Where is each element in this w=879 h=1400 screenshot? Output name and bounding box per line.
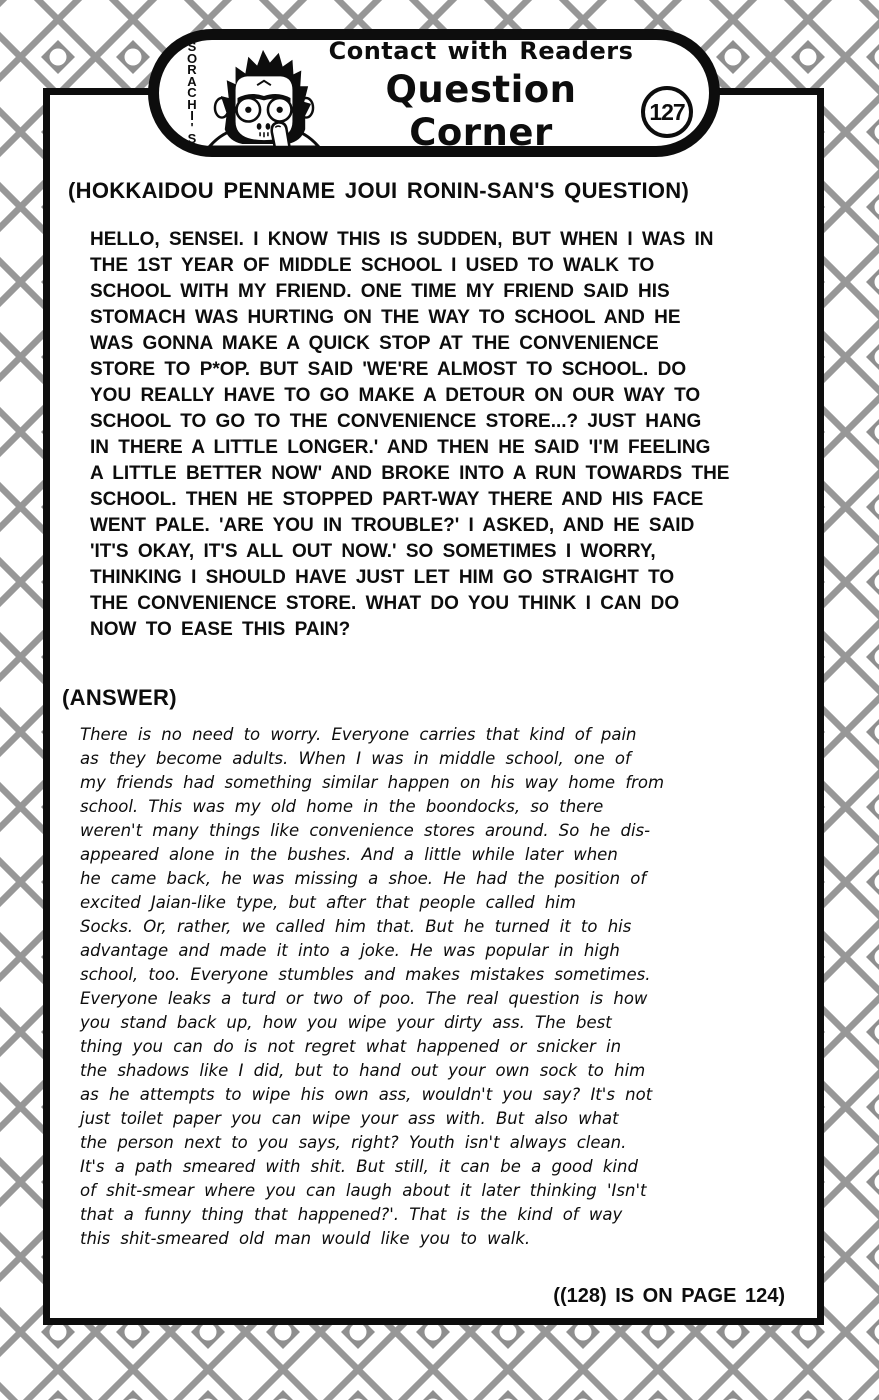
text-line: S [187,39,197,55]
text-line: my friends had something similar happen on his way home from [80,773,665,792]
text-line: O [186,50,198,66]
page-panel [43,85,824,1325]
text-line: C [187,85,197,101]
text-line: just toilet paper you can wipe your ass with. But also what [80,1109,619,1128]
issue-number-badge: 127 [641,86,693,138]
text-line: STORE TO P*OP. BUT SAID 'WE'RE ALMOST TO SCHOOL. DO [90,359,687,380]
text-line: IN THERE A LITTLE LONGER.' AND THEN HE SAID 'I'M FEELING [90,437,711,458]
text-line: as they become adults. When I was in middle school, one of [80,749,631,768]
text-line: you stand back up, how you wipe your dirty ass. The best [80,1013,612,1032]
text-line: advantage and made it into a joke. He was popular in high [80,941,620,960]
text-line: THE CONVENIENCE STORE. WHAT DO YOU THINK I CAN DO [90,593,680,614]
text-line: 'IT'S OKAY, IT'S ALL OUT NOW.' SO SOMETIMES I WORRY, [90,541,656,562]
gorilla-face-icon [205,45,323,147]
text-line: A LITTLE BETTER NOW' AND BROKE INTO A RUN TOWARDS THE [90,463,730,484]
question-text [90,227,817,643]
author-vertical-label [183,41,201,145]
text-line: WAS GONNA MAKE A QUICK STOP AT THE CONVENIENCE [90,333,659,354]
text-line: WENT PALE. 'ARE YOU IN TROUBLE?' I ASKED, AND HE SAID [90,515,695,536]
text-line: weren't many things like convenience stores around. So he dis- [80,821,651,840]
header-banner [148,29,720,157]
text-line: appeared alone in the bushes. And a little while later when [80,845,618,864]
text-line: school. This was my old home in the boondocks, so there [80,797,604,816]
text-line: STOMACH WAS HURTING ON THE WAY TO SCHOOL AND HE [90,307,681,328]
text-line: this shit-smeared old man would like you to walk. [80,1229,531,1248]
text-line: S [187,131,197,147]
text-line: NOW TO EASE THIS PAIN? [90,619,351,640]
text-line: the person next to you says, right? Youth isn't always clean. [80,1133,627,1152]
text-line: he came back, he was missing a shoe. He had the position of [80,869,647,888]
text-line: ' [190,119,194,135]
text-line: It's a path smeared with shit. But still, it can be a good kind [80,1157,638,1176]
text-line: There is no need to worry. Everyone carries that kind of pain [80,725,637,744]
header-subtitle: Contact with Readers [328,36,634,65]
text-line: the shadows like I did, but to hand out your own sock to him [80,1061,646,1080]
text-line: of shit-smear where you can laugh about it later thinking 'Isn't [80,1181,647,1200]
text-line: THINKING I SHOULD HAVE JUST LET HIM GO STRAIGHT TO [90,567,675,588]
text-line: Socks. Or, rather, we called him that. But he turned it to his [80,917,632,936]
text-line: SCHOOL TO GO TO THE CONVENIENCE STORE...? JUST HANG [90,411,702,432]
text-line: SCHOOL WITH MY FRIEND. ONE TIME MY FRIEND SAID HIS [90,281,670,302]
text-line: R [187,62,197,78]
text-line: SCHOOL. THEN HE STOPPED PART-WAY THERE AND HIS FACE [90,489,704,510]
text-line: excited Jaian-like type, but after that people called him [80,893,576,912]
page-title: Question Corner [385,67,577,154]
text-line: THE 1ST YEAR OF MIDDLE SCHOOL I USED TO WALK TO [90,255,655,276]
text-line: H [187,96,197,112]
text-line: Everyone leaks a turd or two of poo. The real question is how [80,989,648,1008]
header-titles [323,33,639,154]
text-line: that a funny thing that happened?'. That is the kind of way [80,1205,623,1224]
question-heading: (HOKKAIDOU PENNAME JOUI RONIN-SAN'S QUESTION) [68,178,690,203]
text-line: YOU REALLY HAVE TO GO MAKE A DETOUR ON OUR WAY TO [90,385,701,406]
answer-heading: (ANSWER) [62,685,177,710]
text-line: as he attempts to wipe his own ass, wouldn't you say? It's not [80,1085,653,1104]
answer-text [80,723,817,1251]
text-line: school, too. Everyone stumbles and makes mistakes sometimes. [80,965,651,984]
text-line: HELLO, SENSEI. I KNOW THIS IS SUDDEN, BUT WHEN I WAS IN [90,229,714,250]
text-line: A [187,73,197,89]
page-reference-note: ((128) IS ON PAGE 124) [553,1285,785,1307]
text-line: I [190,108,194,124]
text-line: thing you can do is not regret what happened or snicker in [80,1037,622,1056]
